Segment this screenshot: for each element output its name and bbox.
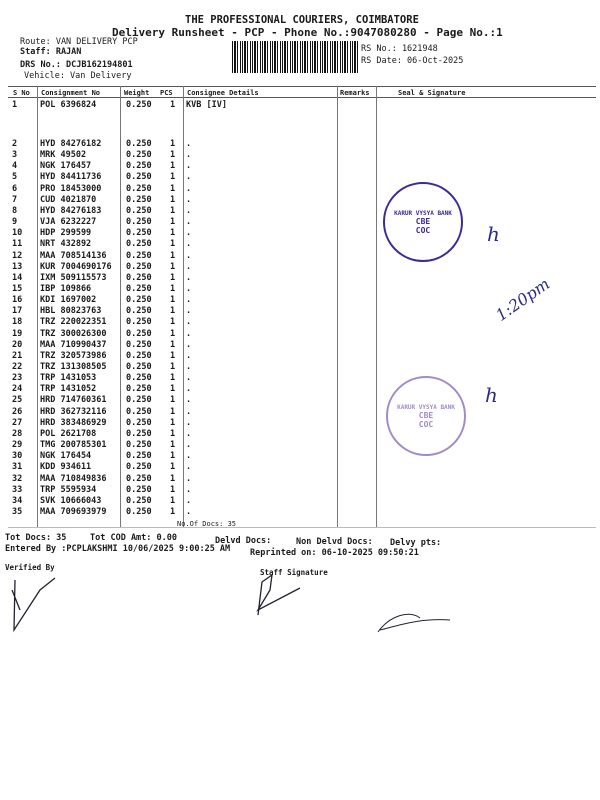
table-row <box>0 139 600 150</box>
handwritten-initial: h <box>487 222 500 246</box>
cell-pcs: 1 <box>170 473 176 484</box>
cell-cn: IBP 109866 <box>40 283 92 294</box>
table-row <box>0 474 600 485</box>
cell-cn: NGK 176454 <box>40 451 92 462</box>
cell-sno: 30 <box>12 451 23 462</box>
cell-consignee: . <box>186 395 192 406</box>
cell-consignee: . <box>186 205 192 216</box>
cell-sno: 18 <box>12 317 23 328</box>
cell-wt: 0.250 <box>126 161 152 172</box>
cell-consignee: . <box>186 250 192 261</box>
cell-wt: 0.250 <box>126 183 152 194</box>
cell-consignee: . <box>186 139 192 149</box>
cell-pcs: 1 <box>170 272 176 283</box>
cell-pcs: 1 <box>170 362 176 372</box>
cell-pcs: 1 <box>170 183 176 194</box>
table-row <box>0 485 600 496</box>
cell-cn: KUR 7004690176 <box>40 261 112 272</box>
cell-sno: 3 <box>12 150 18 161</box>
cell-sno: 4 <box>12 161 18 172</box>
header-divider <box>8 97 596 98</box>
cell-sno: 10 <box>12 228 23 239</box>
cell-consignee: . <box>186 362 192 372</box>
cell-wt: 0.250 <box>126 239 152 250</box>
rs-date: RS Date: 06-Oct-2025 <box>361 56 464 66</box>
cell-sno: 1 <box>12 100 18 110</box>
barcode <box>232 41 358 73</box>
cell-cn: HRD 714760361 <box>40 395 107 406</box>
cell-wt: 0.250 <box>126 451 152 462</box>
cell-wt: 0.250 <box>126 283 152 294</box>
table-row <box>0 195 600 206</box>
cell-pcs: 1 <box>170 161 176 172</box>
cell-consignee: . <box>186 272 192 283</box>
bank-stamp <box>386 376 466 456</box>
cell-sno: 29 <box>12 440 23 451</box>
cell-consignee: . <box>186 183 192 194</box>
table-row <box>0 340 600 351</box>
cell-consignee: . <box>186 440 192 451</box>
handwritten-time: 1:20pm <box>492 274 554 325</box>
cell-wt: 0.250 <box>126 373 152 384</box>
cell-wt: 0.250 <box>126 484 152 495</box>
cell-pcs: 1 <box>170 250 176 261</box>
vehicle: Vehicle: Van Delivery <box>24 71 132 81</box>
cell-wt: 0.250 <box>126 306 152 317</box>
cell-pcs: 1 <box>170 451 176 462</box>
route: Route: VAN DELIVERY PCP <box>20 37 138 47</box>
table-row <box>0 462 600 473</box>
cell-cn: MAA 708514136 <box>40 250 107 261</box>
cell-consignee: . <box>186 317 192 328</box>
cell-consignee: . <box>186 306 192 317</box>
cell-consignee: . <box>186 484 192 495</box>
cell-cn: PRO 18453000 <box>40 183 102 194</box>
cell-cn: TRZ 320573986 <box>40 350 107 361</box>
cell-wt: 0.250 <box>126 272 152 283</box>
cell-sno: 2 <box>12 139 18 149</box>
cell-cn: HYD 84411736 <box>40 172 102 183</box>
table-row <box>0 206 600 217</box>
cell-cn: HRD 383486929 <box>40 417 107 428</box>
table-row <box>0 507 600 518</box>
cell-wt: 0.250 <box>126 139 152 149</box>
cell-consignee: . <box>186 228 192 239</box>
cell-wt: 0.250 <box>126 440 152 451</box>
table-row <box>0 273 600 284</box>
cell-pcs: 1 <box>170 283 176 294</box>
cell-cn: KDD 934611 <box>40 462 92 473</box>
cell-consignee: . <box>186 373 192 384</box>
cell-cn: POL 6396824 <box>40 100 97 110</box>
cell-consignee: . <box>186 506 192 517</box>
cell-wt: 0.250 <box>126 417 152 428</box>
cell-wt: 0.250 <box>126 261 152 272</box>
cell-cn: NRT 432892 <box>40 239 92 250</box>
stamp-branch: COC <box>418 419 434 429</box>
cell-pcs: 1 <box>170 172 176 183</box>
cell-wt: 0.250 <box>126 395 152 406</box>
cell-wt: 0.250 <box>126 217 152 228</box>
table-row <box>0 251 600 262</box>
cell-sno: 23 <box>12 373 23 384</box>
verified-signature <box>12 578 55 630</box>
cell-sno: 27 <box>12 417 23 428</box>
cell-sno: 5 <box>12 172 18 183</box>
cell-sno: 6 <box>12 183 18 194</box>
cell-cn: MAA 709693979 <box>40 506 107 517</box>
cell-cn: HBL 80823763 <box>40 306 102 317</box>
cell-wt: 0.250 <box>126 172 152 183</box>
cell-pcs: 1 <box>170 462 176 473</box>
cell-pcs: 1 <box>170 395 176 406</box>
cell-cn: MAA 710990437 <box>40 339 107 350</box>
cell-wt: 0.250 <box>126 462 152 473</box>
cell-sno: 32 <box>12 473 23 484</box>
table-row <box>0 161 600 172</box>
table-row <box>0 440 600 451</box>
cell-cn: NGK 176457 <box>40 161 92 172</box>
table-row <box>0 100 600 111</box>
table-row <box>0 262 600 273</box>
stamp-branch: COC <box>415 225 431 235</box>
non-delvd-docs: Non Delvd Docs: <box>296 537 373 547</box>
cell-wt: 0.250 <box>126 150 152 161</box>
cell-consignee: . <box>186 495 192 506</box>
cell-cn: TRP 5595934 <box>40 484 97 495</box>
cell-pcs: 1 <box>170 100 176 110</box>
cell-consignee: . <box>186 150 192 161</box>
cell-cn: SVK 10666043 <box>40 495 102 506</box>
cell-pcs: 1 <box>170 339 176 350</box>
cell-cn: KDI 1697002 <box>40 295 97 306</box>
table-row <box>0 418 600 429</box>
handwritten-initial: h <box>485 383 498 407</box>
cell-wt: 0.250 <box>126 495 152 506</box>
cell-cn: TRP 1431053 <box>40 373 97 384</box>
col-weight: Weight <box>124 89 150 97</box>
table-row <box>0 172 600 183</box>
table-row <box>0 373 600 384</box>
table-bottom-border <box>8 527 596 528</box>
cell-cn: TMG 200785301 <box>40 440 107 451</box>
cell-sno: 26 <box>12 406 23 417</box>
cell-sno: 35 <box>12 506 23 517</box>
cell-wt: 0.250 <box>126 506 152 517</box>
cell-sno: 17 <box>12 306 23 317</box>
cell-wt: 0.250 <box>126 384 152 395</box>
col-remarks: Remarks <box>340 89 370 97</box>
cell-cn: IXM 509115573 <box>40 272 107 283</box>
cell-sno: 13 <box>12 261 23 272</box>
table-row <box>0 395 600 406</box>
cell-pcs: 1 <box>170 150 176 161</box>
cell-sno: 16 <box>12 295 23 306</box>
cell-sno: 7 <box>12 194 18 205</box>
cell-wt: 0.250 <box>126 362 152 372</box>
cell-cn: HYD 84276182 <box>40 139 102 149</box>
cell-cn: MRK 49502 <box>40 150 87 161</box>
cell-consignee: . <box>186 283 192 294</box>
cell-pcs: 1 <box>170 228 176 239</box>
cell-sno: 12 <box>12 250 23 261</box>
tot-docs: Tot Docs: 35 <box>5 533 67 543</box>
cell-sno: 25 <box>12 395 23 406</box>
cell-consignee: . <box>186 428 192 439</box>
cell-sno: 34 <box>12 495 23 506</box>
bank-stamp <box>383 182 463 262</box>
company-name: THE PROFESSIONAL COURIERS, COIMBATORE <box>185 14 419 26</box>
cell-consignee: . <box>186 473 192 484</box>
table-row <box>0 407 600 418</box>
cell-consignee: KVB [IV] <box>186 100 227 110</box>
table-row <box>0 150 600 161</box>
cell-consignee: . <box>186 417 192 428</box>
cell-cn: TRZ 131308505 <box>40 362 107 372</box>
cell-sno: 24 <box>12 384 23 395</box>
cell-wt: 0.250 <box>126 250 152 261</box>
col-sno: S No <box>13 89 30 97</box>
cell-wt: 0.250 <box>126 295 152 306</box>
stamp-branch: CBE <box>415 216 431 226</box>
cell-pcs: 1 <box>170 139 176 149</box>
cell-consignee: . <box>186 384 192 395</box>
cell-sno: 33 <box>12 484 23 495</box>
cell-pcs: 1 <box>170 428 176 439</box>
verified-by: Verified By <box>5 563 55 572</box>
cell-consignee: . <box>186 161 192 172</box>
table-row <box>0 184 600 195</box>
cell-wt: 0.250 <box>126 473 152 484</box>
signatures <box>0 570 600 660</box>
runsheet-title: Delivery Runsheet - PCP - Phone No.:9047080280 - Page No.:1 <box>112 26 503 39</box>
staff-signature <box>258 575 300 615</box>
receiver-signature <box>378 614 450 632</box>
no-of-docs: No.Of Docs: 35 <box>177 520 237 528</box>
cell-cn: TRZ 300026300 <box>40 328 107 339</box>
cell-wt: 0.250 <box>126 428 152 439</box>
delvd-docs: Delvd Docs: <box>215 536 272 546</box>
rs-no: RS No.: 1621948 <box>361 44 438 54</box>
table-top-border <box>8 86 596 87</box>
stamp-text: KARUR VYSYA BANK <box>397 403 455 411</box>
cell-sno: 28 <box>12 428 23 439</box>
cell-wt: 0.250 <box>126 406 152 417</box>
cell-pcs: 1 <box>170 217 176 228</box>
cell-consignee: . <box>186 217 192 228</box>
cell-pcs: 1 <box>170 295 176 306</box>
stamp-branch: CBE <box>418 410 434 420</box>
table-row <box>0 239 600 250</box>
col-consignment: Consignment No <box>41 89 101 97</box>
cell-cn: HDP 299599 <box>40 228 92 239</box>
table-row <box>0 351 600 362</box>
cell-wt: 0.250 <box>126 194 152 205</box>
col-consignee: Consignee Details <box>187 89 259 97</box>
table-row <box>0 217 600 228</box>
cell-wt: 0.250 <box>126 339 152 350</box>
cell-consignee: . <box>186 328 192 339</box>
table-row <box>0 429 600 440</box>
cell-wt: 0.250 <box>126 228 152 239</box>
cell-consignee: . <box>186 406 192 417</box>
cell-wt: 0.250 <box>126 317 152 328</box>
cell-consignee: . <box>186 451 192 462</box>
cell-cn: HYD 84276183 <box>40 205 102 216</box>
cell-cn: TRP 1431052 <box>40 384 97 395</box>
cell-pcs: 1 <box>170 239 176 250</box>
cell-sno: 9 <box>12 217 18 228</box>
cell-consignee: . <box>186 239 192 250</box>
table-row <box>0 284 600 295</box>
cell-pcs: 1 <box>170 205 176 216</box>
cell-pcs: 1 <box>170 484 176 495</box>
table-row <box>0 451 600 462</box>
col-seal: Seal & Signature <box>398 89 466 97</box>
staff: Staff: RAJAN <box>20 47 82 57</box>
cell-pcs: 1 <box>170 317 176 328</box>
cell-cn: CUD 4021870 <box>40 194 97 205</box>
cell-consignee: . <box>186 462 192 473</box>
cell-consignee: . <box>186 172 192 183</box>
cell-sno: 22 <box>12 362 23 372</box>
table-row <box>0 225 600 239</box>
table-row <box>0 496 600 507</box>
delvy-pts: Delvy pts: <box>390 538 442 548</box>
cell-pcs: 1 <box>170 373 176 384</box>
cell-consignee: . <box>186 295 192 306</box>
cell-pcs: 1 <box>170 194 176 205</box>
tot-cod: Tot COD Amt: 0.00 <box>90 533 177 543</box>
cell-sno: 31 <box>12 462 23 473</box>
entered-by: Entered By :PCPLAKSHMI 10/06/2025 9:00:25 AM <box>5 544 231 554</box>
reprinted-on: Reprinted on: 06-10-2025 09:50:21 <box>250 548 419 558</box>
cell-consignee: . <box>186 339 192 350</box>
table-row <box>0 329 600 340</box>
cell-pcs: 1 <box>170 306 176 317</box>
cell-cn: HRD 362732116 <box>40 406 107 417</box>
cell-pcs: 1 <box>170 495 176 506</box>
cell-pcs: 1 <box>170 384 176 395</box>
cell-pcs: 1 <box>170 506 176 517</box>
cell-pcs: 1 <box>170 328 176 339</box>
cell-wt: 0.250 <box>126 328 152 339</box>
cell-pcs: 1 <box>170 350 176 361</box>
table-row <box>0 384 600 395</box>
cell-consignee: . <box>186 194 192 205</box>
cell-sno: 14 <box>12 272 23 283</box>
cell-pcs: 1 <box>170 406 176 417</box>
cell-pcs: 1 <box>170 440 176 451</box>
cell-wt: 0.250 <box>126 100 152 110</box>
cell-consignee: . <box>186 261 192 272</box>
stamp-text: KARUR VYSYA BANK <box>394 209 452 217</box>
cell-cn: VJA 6232227 <box>40 217 97 228</box>
col-pcs: PCS <box>160 89 173 97</box>
cell-consignee: . <box>186 350 192 361</box>
table-row <box>0 362 600 373</box>
cell-pcs: 1 <box>170 417 176 428</box>
cell-sno: 21 <box>12 350 23 361</box>
cell-sno: 11 <box>12 239 23 250</box>
drs-no: DRS No.: DCJB162194801 <box>20 60 133 70</box>
cell-sno: 8 <box>12 205 18 216</box>
cell-sno: 19 <box>12 328 23 339</box>
cell-pcs: 1 <box>170 261 176 272</box>
cell-cn: TRZ 220022351 <box>40 317 107 328</box>
cell-wt: 0.250 <box>126 205 152 216</box>
cell-sno: 15 <box>12 283 23 294</box>
staff-signature-label: Staff Signature <box>260 568 328 577</box>
cell-cn: POL 2621708 <box>40 428 97 439</box>
cell-sno: 20 <box>12 339 23 350</box>
cell-cn: MAA 710849836 <box>40 473 107 484</box>
cell-wt: 0.250 <box>126 350 152 361</box>
